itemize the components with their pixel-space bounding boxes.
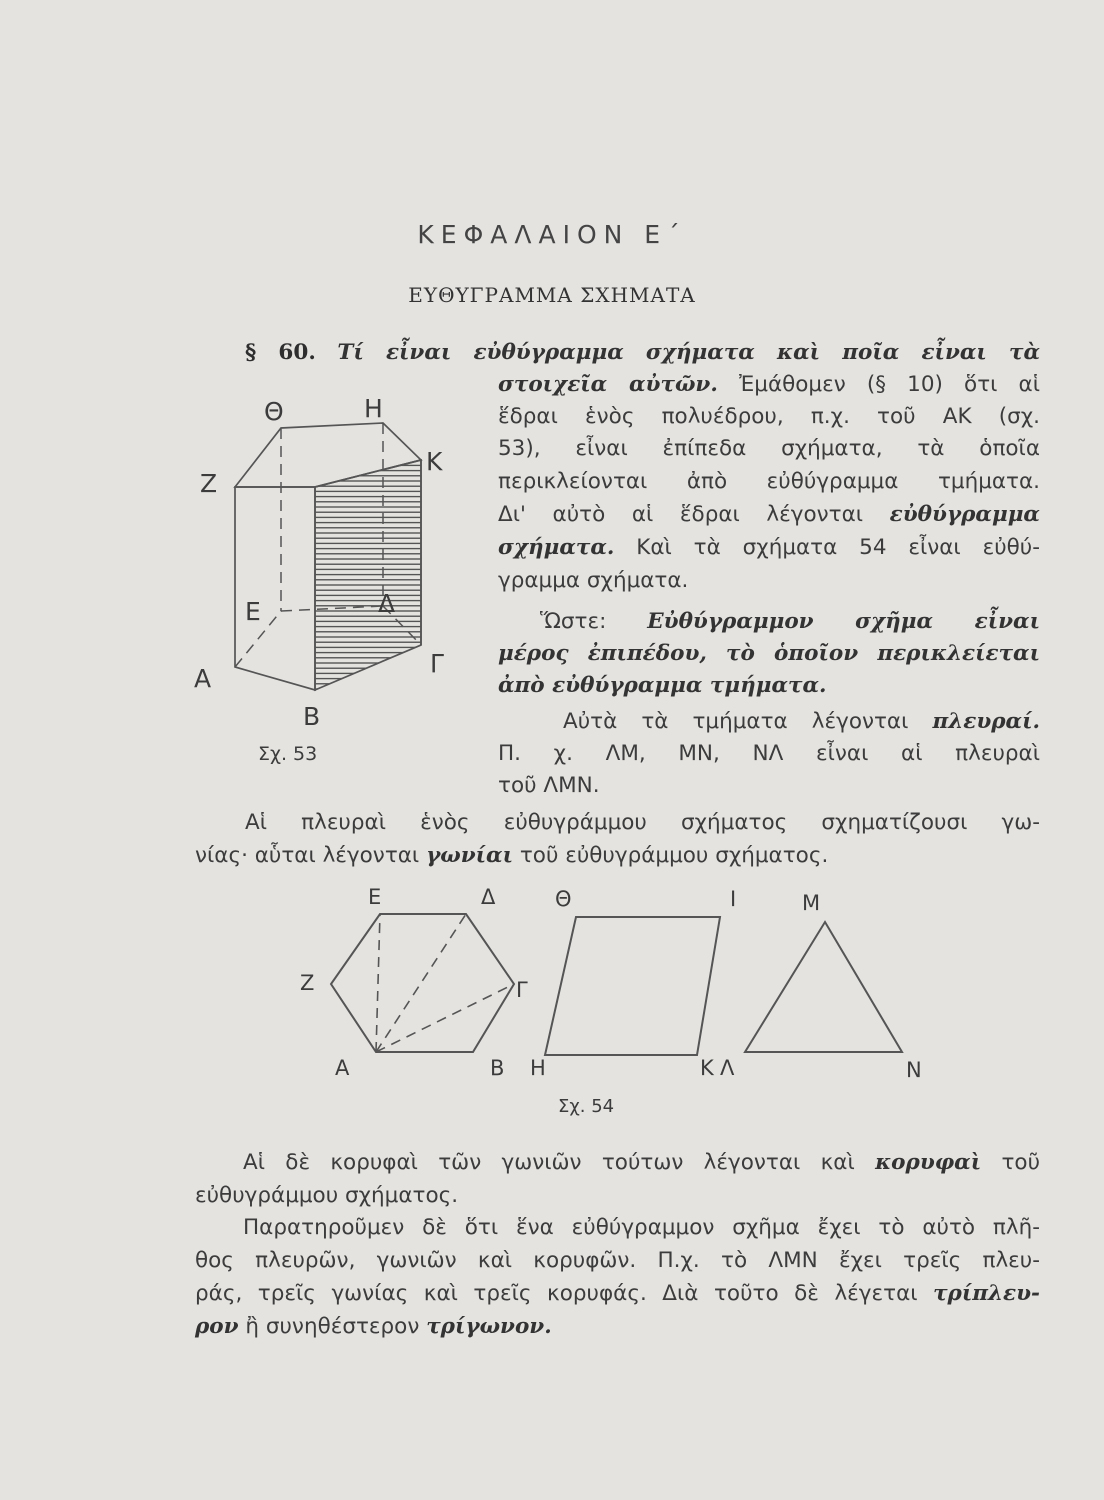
label-epsilon: Ε — [245, 597, 261, 626]
hex-label-delta: Δ — [481, 885, 496, 909]
diagonal — [376, 914, 466, 1052]
text-fragment: τοῦ εὐθυγράμμου σχήματος. — [519, 843, 829, 868]
section-number: § 60. — [245, 340, 316, 365]
definition-text: Εὐθύγραμμον σχῆμα εἶναι — [647, 609, 1040, 634]
vertices-line-2: εὐθυγράμμου σχήματος. — [195, 1183, 459, 1208]
para-label-kappa: Κ — [700, 1056, 714, 1080]
chapter-title: ΕΥΘΥΓΡΑΜΜΑ ΣΧΗΜΑΤΑ — [408, 283, 696, 307]
section-heading-2: στοιχεῖα αὐτῶν. — [498, 372, 718, 397]
figure-54-caption: Σχ. 54 — [558, 1096, 615, 1117]
section-heading-1: Τί εἶναι εὐθύγραμμα σχήματα καὶ ποῖα εἶναι τὰ — [337, 340, 1040, 365]
label-zeta: Ζ — [200, 469, 218, 498]
angles-line-2 — [195, 840, 828, 872]
figure-53-caption: Σχ. 53 — [258, 743, 318, 765]
diagonal — [376, 914, 380, 1052]
text-fragment: νίας· αὗται λέγονται — [195, 843, 420, 868]
sides-line-2: Π. χ. ΛΜ, ΜΝ, ΝΛ εἶναι αἱ πλευραὶ — [498, 741, 1040, 766]
closing-line-1: Παρατηροῦμεν δὲ ὅτι ἕνα εὐθύγραμμον σχῆμα ἔχει τὸ αὐτὸ πλῆ- — [243, 1215, 1040, 1240]
term-euthygramma: εὐθύγραμμα — [889, 502, 1040, 527]
definition-lead: Ὥστε: — [540, 609, 607, 634]
label-beta: Β — [303, 702, 321, 731]
figure-54 — [290, 880, 950, 1130]
label-gamma: Γ — [430, 649, 444, 678]
text-line-2 — [498, 369, 1040, 401]
hatched-face — [315, 460, 421, 690]
term-schimata: σχήματα. — [498, 535, 615, 560]
closing-line-3 — [195, 1278, 1040, 1310]
hex-label-beta: Β — [490, 1056, 505, 1080]
label-delta: Δ — [378, 589, 396, 618]
text-line-3: ἕδραι ἑνὸς πολυέδρου, π.χ. τοῦ ΑΚ (σχ. — [498, 404, 1040, 429]
para-label-theta: Θ — [555, 887, 572, 911]
term-trigonon: τρίγωνον. — [426, 1314, 552, 1339]
vertices-line-1 — [243, 1147, 1040, 1179]
term-pleurai: πλευραί. — [932, 709, 1040, 734]
parallelogram — [545, 917, 720, 1055]
text-line-6 — [498, 499, 1040, 531]
hex-label-zeta: Ζ — [300, 971, 315, 995]
hex-label-epsilon: Ε — [368, 885, 382, 909]
term-tripleuron-end: ρον — [195, 1314, 239, 1339]
section-heading-line — [245, 337, 1040, 369]
tri-label-nu: Ν — [906, 1058, 922, 1082]
sides-line-1 — [563, 706, 1040, 738]
figure-53 — [185, 380, 485, 800]
text-fragment: ράς, τρεῖς γωνίας καὶ τρεῖς κορυφάς. Διὰ τοῦτο δὲ λέγεται — [195, 1281, 918, 1306]
text-fragment: Δι' αὐτὸ αἱ ἕδραι λέγονται — [498, 502, 864, 527]
text-fragment: Αἱ δὲ κορυφαὶ τῶν γωνιῶν τούτων λέγονται καὶ — [243, 1150, 855, 1175]
text-fragment: Καὶ τὰ σχήματα 54 εἶναι εὐθύ- — [636, 535, 1040, 560]
angles-line-1: Αἱ πλευραὶ ἑνὸς εὐθυγράμμου σχήματος σχηματίζουσι γω- — [245, 810, 1040, 835]
term-koryfai: κορυφαὶ — [875, 1150, 982, 1175]
text-fragment: Αὐτὰ τὰ τμήματα λέγονται — [563, 709, 909, 734]
text-line-8: γραμμα σχήματα. — [498, 568, 689, 593]
triangle — [745, 922, 902, 1052]
label-alpha: Α — [194, 664, 212, 693]
para-label-iota: Ι — [730, 887, 737, 911]
label-eta: Η — [364, 394, 383, 423]
definition-line-3: ἀπὸ εὐθύγραμμα τμήματα. — [498, 673, 827, 698]
text-line-5: περικλείονται ἀπὸ εὐθύγραμμα τμήματα. — [498, 469, 1040, 494]
definition-line-1 — [540, 606, 1040, 638]
tri-label-mu: Μ — [802, 891, 821, 915]
label-kappa: Κ — [426, 447, 443, 476]
text-line-7 — [498, 532, 1040, 564]
term-gonai: γωνίαι — [426, 843, 513, 868]
text-fragment: Ἐμάθομεν (§ 10) ὅτι αἱ — [738, 372, 1041, 397]
para-label-eta: Η — [530, 1056, 546, 1080]
closing-line-2: θος πλευρῶν, γωνιῶν καὶ κορυφῶν. Π.χ. τὸ ΛΜΝ ἔχει τρεῖς πλευ- — [195, 1248, 1040, 1273]
term-tripleuron: τρίπλευ- — [933, 1281, 1040, 1306]
text-fragment: τοῦ — [1001, 1150, 1041, 1175]
hex-label-alpha: Α — [335, 1056, 350, 1080]
text-line-4: 53), εἶναι ἐπίπεδα σχήματα, τὰ ὁποῖα — [498, 436, 1040, 461]
hex-label-gamma: Γ — [516, 978, 528, 1002]
hexagon — [331, 914, 514, 1052]
label-theta: Θ — [264, 397, 284, 426]
chapter-heading: ΚΕΦΑΛΑΙΟΝ Ε΄ — [417, 220, 687, 249]
definition-line-2: μέρος ἐπιπέδου, τὸ ὁποῖον περικλείεται — [498, 641, 1040, 666]
sides-line-3: τοῦ ΛΜΝ. — [498, 773, 600, 798]
front-face — [235, 487, 315, 690]
closing-line-4 — [195, 1311, 552, 1343]
text-fragment: ἢ συνηθέστερον — [245, 1314, 420, 1339]
tri-label-lambda: Λ — [720, 1056, 735, 1080]
